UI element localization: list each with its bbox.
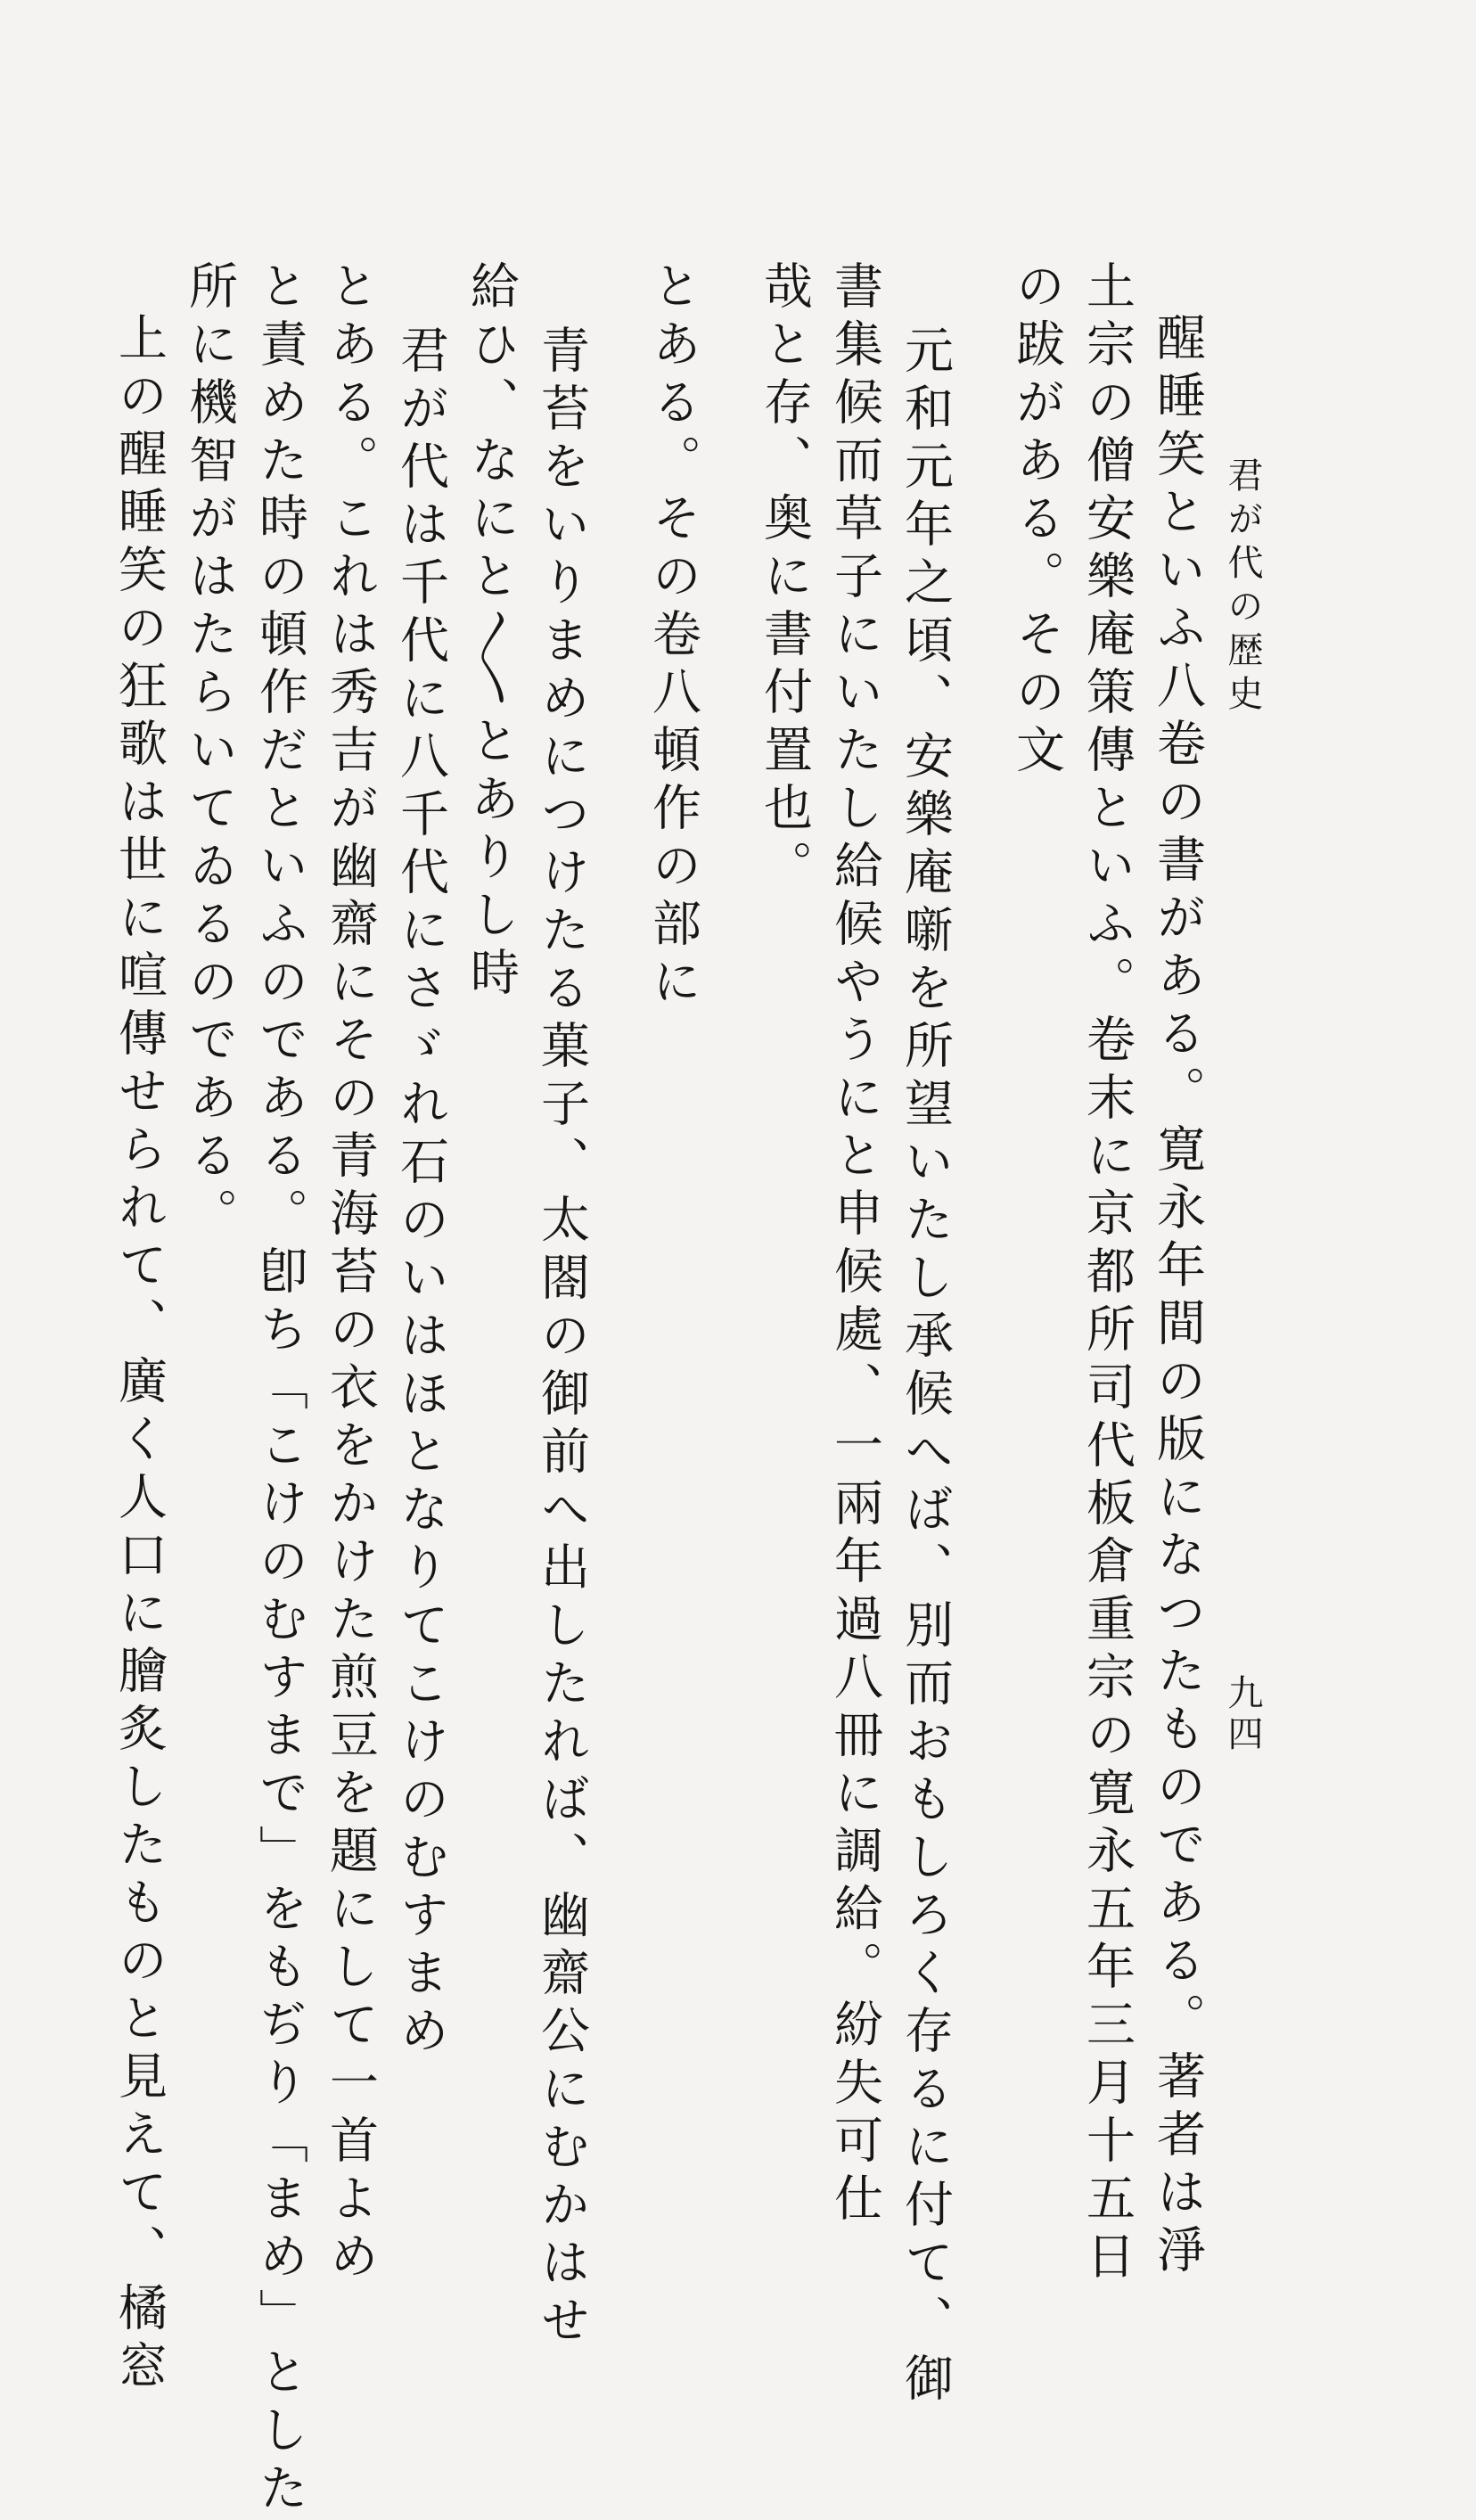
running-title: 君が代の歴史 — [1222, 456, 1263, 718]
text-column: 醒睡笑といふ八卷の書がある。寛永年間の版になつたものである。著者は淨 — [1149, 312, 1206, 2282]
text-column: 書集候而草子にいたし給候やうにと申候處、一兩年過八冊に調給。紛失可仕 — [826, 260, 883, 2230]
text-column: と責めた時の頓作だといふのである。卽ち「こけのむすまで」をもぢり「まめ」とした — [251, 260, 308, 2520]
text-column: 所に機智がはたらいてゐるのである。 — [181, 260, 238, 1245]
text-column: 青苔をいりまめにつけたる菓子、太閤の御前へ出したれば、幽齋公にむかはせ — [533, 324, 590, 2352]
text-column: とある。その卷八頓作の部に — [644, 260, 701, 1014]
text-column: の跋がある。その文 — [1008, 260, 1065, 782]
body-text — [111, 260, 1212, 2520]
page-number: 九四 — [1222, 1674, 1263, 1756]
text-column: 君が代は千代に八千代にさゞれ石のいはほとなりてこけのむすまめ — [392, 324, 449, 2063]
text-column: 哉と存、奥に書付置也。 — [756, 260, 813, 898]
text-column: 給ひ、なにと〳〵とありし時 — [463, 260, 520, 1005]
text-column: とある。これは秀吉が幽齋にその青海苔の衣をかけた煎豆を題にして一首よめ — [322, 260, 379, 2288]
text-column: 元和元年之頃、安樂庵噺を所望いたし承候へば、別而おもしろく存るに付て、御 — [897, 324, 954, 2410]
text-column: 土宗の僧安樂庵策傳といふ。卷末に京都所司代板倉重宗の寛永五年三月十五日 — [1078, 260, 1136, 2288]
text-column: 上の醒睡笑の狂歌は世に喧傳せられて、廣く人口に膾炙したものと見えて、橘窓 — [111, 312, 168, 2398]
